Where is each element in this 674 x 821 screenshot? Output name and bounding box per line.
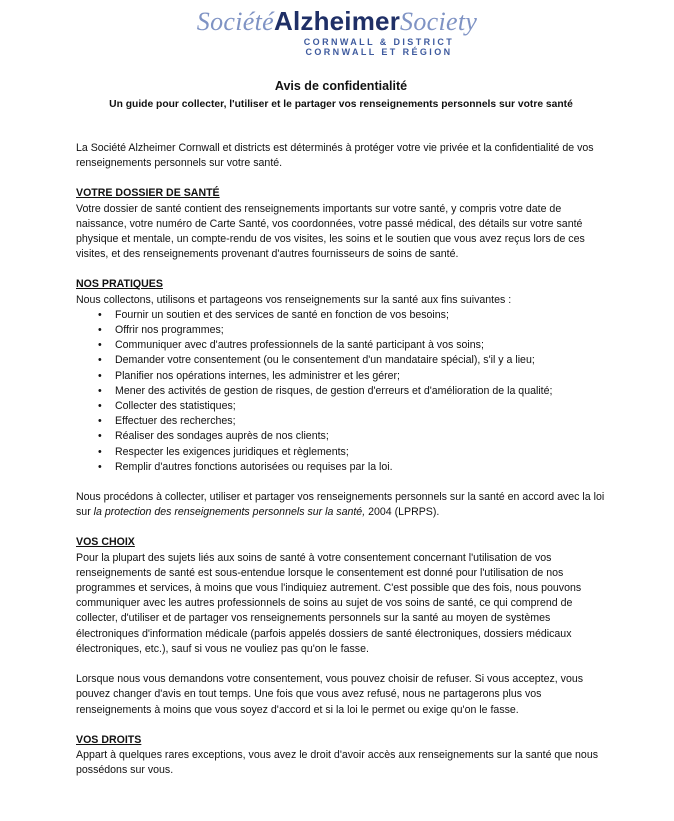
list-item [76,353,606,368]
law-name: la protection des renseignements personnels sur la santé, [93,506,366,519]
list-item-text: Remplir d'autres fonctions autorisées ou requises par la loi. [115,460,393,473]
bullet-icon: • [98,324,102,337]
bullet-icon: • [98,415,102,428]
section-lead-pratiques: Nous collectons, utilisons et partageons vos renseignements sur la santé aux fins suivantes : [76,293,512,306]
bullet-icon: • [98,384,102,397]
law-reference-paragraph [76,490,606,520]
section-heading-pratiques: NOS PRATIQUES [76,278,163,291]
bullet-icon: • [98,460,102,473]
document-title: Avis de confidentialité [274,79,408,93]
bullet-icon: • [98,339,102,352]
section-text-droits: Appart à quelques rares exceptions, vous avez le droit d'avoir accès aux renseignements sur la santé que nous possédons sur vous. [76,748,599,777]
list-item-text: Effectuer des recherches; [115,415,236,428]
purposes-list [76,308,606,475]
list-item [76,308,606,323]
list-item-text: Offrir nos programmes; [115,324,224,337]
list-item-text: Communiquer avec d'autres professionnels de la santé participant à vos soins; [115,339,484,352]
list-item [76,399,606,414]
logo-subtitle-fr: CORNWALL ET RÉGION [305,47,453,57]
section-text-choix-2: Lorsque nous vous demandons votre consentement, vous pouvez choisir de refuser. Si vous acceptez, vous pouvez changer d'avis en tout temps. Une fois que vous avez refusé, nous ne partagerons plus vos renseignements à moins que vous soyez d'accord et si la loi le permet ou exige qu'on le fasse. [76,673,584,716]
document-subtitle: Un guide pour collecter, l'utiliser et le partager vos renseignements personnels sur votre santé [109,99,573,110]
section-heading-choix: VOS CHOIX [76,536,135,549]
list-item [76,445,606,460]
list-item [76,323,606,338]
law-text-before: Nous procédons à collecter, utiliser et partager vos renseignements personnels sur la santé en accord avec la loi sur [76,491,605,519]
section-heading-dossier: VOTRE DOSSIER DE SANTÉ [76,187,220,200]
bullet-icon: • [98,445,102,458]
logo-name-en: Society [400,7,478,36]
section-text-choix-1: Pour la plupart des sujets liés aux soins de santé à votre consentement concernant l'utilisation de vos renseignements de santé est sous-entendue lorsque le consentement est donné pour l'utilisation de nos programmes et services, à moins que vous l'indiquiez autrement. C'est possible que des fois, nous pouvons communiquer avec les autres professionnels de soins au sujet de vos soins de santé, ce qui comprend de collecter, d'utiliser et de partager vos renseignements personnels sur la santé au moyen de systèmes électroniques d'information médicale (parfois appelés dossiers de santé électroniques, dossiers médicaux électroniques, etc.), sauf si vous ne vouliez pas qu'on le fasse. [76,551,582,655]
section-heading-droits: VOS DROITS [76,733,142,746]
organization-logo [0,6,674,57]
list-item-text: Mener des activités de gestion de risques, de gestion d'erreurs et d'amélioration de la qualité; [115,384,553,397]
list-item-text: Réaliser des sondages auprès de nos clients; [115,430,329,443]
list-item-text: Planifier nos opérations internes, les administrer et les gérer; [115,369,400,382]
bullet-icon: • [98,369,102,382]
list-item [76,384,606,399]
bullet-icon: • [98,400,102,413]
logo-name-fr: Société [196,7,274,36]
list-item [76,429,606,444]
bullet-icon: • [98,430,102,443]
list-item [76,460,606,475]
intro-paragraph: La Société Alzheimer Cornwall et districts est déterminés à protéger votre vie privée et la confidentialité de vos renseignements personnels sur votre santé. [76,142,594,170]
bullet-icon: • [98,354,102,367]
list-item [76,338,606,353]
list-item-text: Fournir un soutien et des services de santé en fonction de vos besoins; [115,308,449,321]
list-item [76,414,606,429]
list-item-text: Collecter des statistiques; [115,400,236,413]
bullet-icon: • [98,308,102,321]
logo-name-brand: Alzheimer [273,6,401,36]
list-item-text: Respecter les exigences juridiques et règlements; [115,445,349,458]
logo-wordmark [0,6,674,37]
list-item [76,369,606,384]
logo-subtitle-en: CORNWALL & DISTRICT [303,37,455,47]
document-body [76,78,606,778]
section-text-dossier: Votre dossier de santé contient des renseignements importants sur votre santé, y compris votre date de naissance, votre numéro de Carte Santé, vos coordonnées, votre passé médical, des détails sur votre santé physique et mentale, un compte-rendu de vos visites, les soins et le soutien que vous avez reçus lors de ces visites, et des renseignements provenant d'autres fournisseurs de soins de santé. [76,202,585,261]
list-item-text: Demander votre consentement (ou le consentement d'un mandataire spécial), s'il y a lieu; [115,354,535,367]
law-text-after: 2004 (LPRPS). [365,506,440,519]
